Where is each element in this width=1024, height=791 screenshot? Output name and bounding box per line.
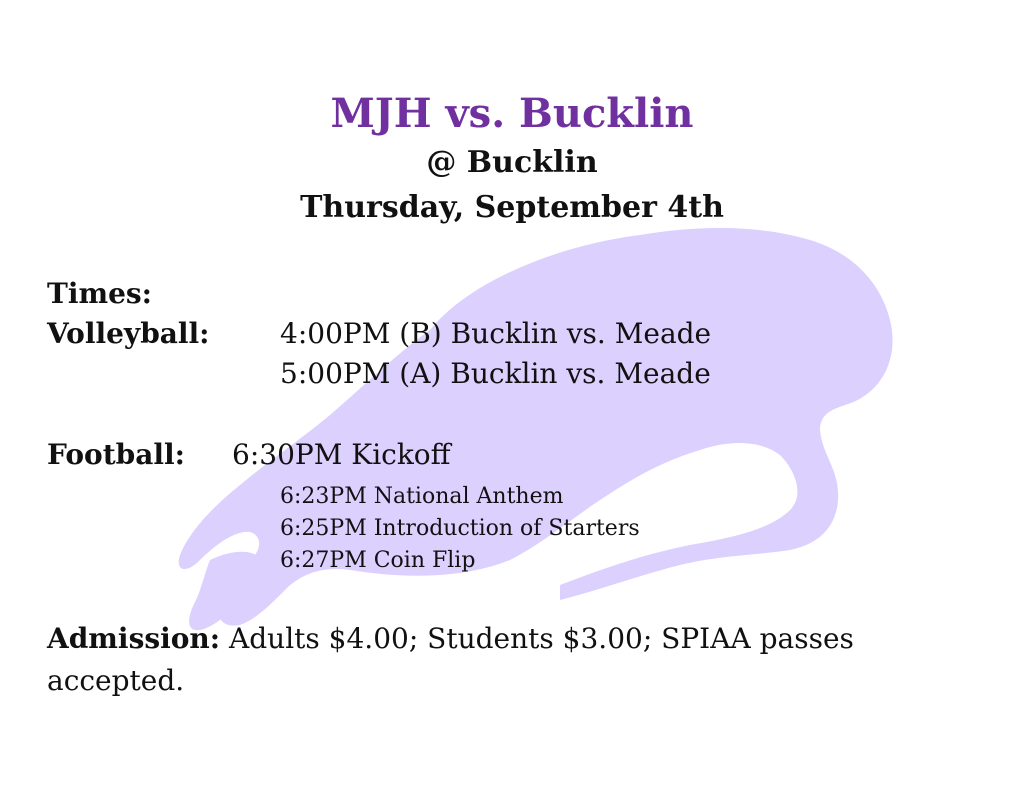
times-label: Times:: [47, 277, 153, 310]
admission-label: Admission:: [47, 622, 221, 655]
volleyball-game-1: 4:00PM (B) Bucklin vs. Meade: [280, 317, 712, 350]
volleyball-game-2: 5:00PM (A) Bucklin vs. Meade: [280, 357, 711, 390]
football-schedule-item: 6:25PM Introduction of Starters: [280, 516, 640, 541]
admission-info: [47, 618, 927, 702]
football-kickoff: 6:30PM Kickoff: [232, 438, 451, 471]
football-label: Football:: [47, 438, 185, 471]
football-schedule-item: 6:23PM National Anthem: [280, 484, 564, 509]
volleyball-label: Volleyball:: [47, 317, 210, 350]
football-schedule-item: 6:27PM Coin Flip: [280, 548, 476, 573]
admission-text: Adults $4.00; Students $3.00; SPIAA passes accepted.: [47, 622, 854, 697]
event-date: Thursday, September 4th: [300, 190, 724, 225]
page-title: MJH vs. Bucklin: [330, 90, 694, 137]
event-location: @ Bucklin: [426, 145, 598, 180]
